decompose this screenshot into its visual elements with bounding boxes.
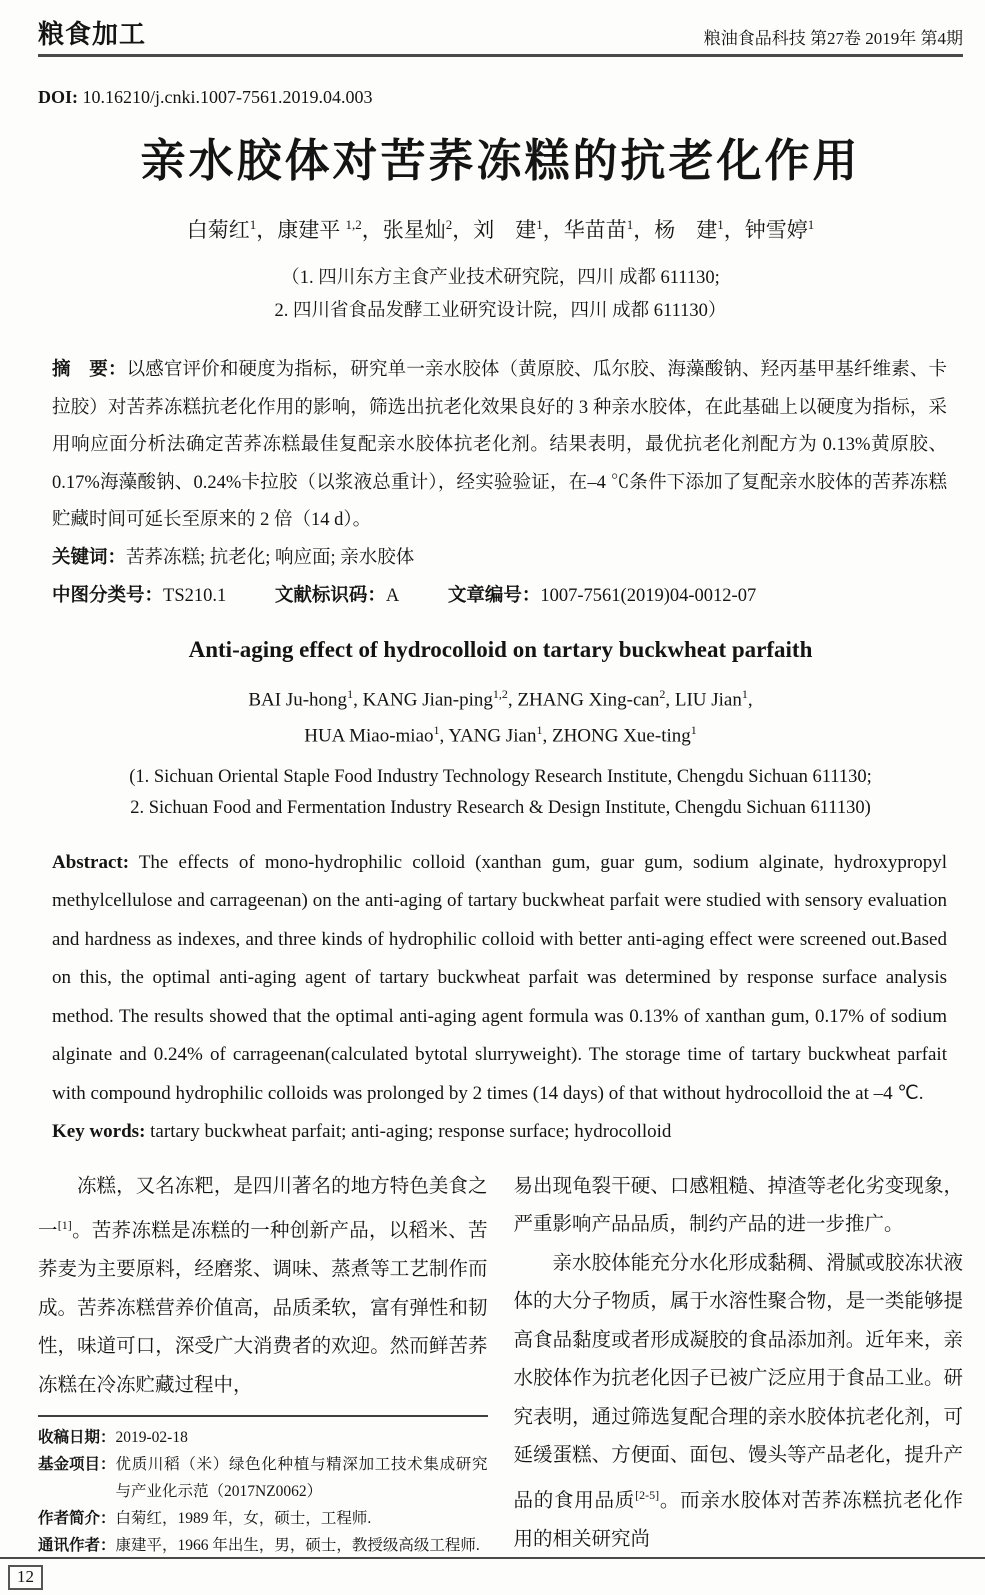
affiliations-en bbox=[38, 762, 963, 824]
clc-line bbox=[52, 579, 947, 613]
abstract-en bbox=[52, 844, 947, 1114]
page-header bbox=[38, 14, 963, 51]
clc-number: 中图分类号：TS210.1 bbox=[52, 586, 227, 606]
right-column bbox=[514, 1168, 964, 1560]
document-code: 文献标识码：A bbox=[274, 586, 400, 606]
body-columns bbox=[38, 1168, 963, 1560]
article-id: 文章编号：1007-7561(2019)04-0012-07 bbox=[447, 586, 757, 606]
authors-en-line1: BAI Ju-hong$^1$, KANG Jian-ping$^{1,2}$, ZHANG Xing-can$^2$, LIU Jian$^1$, bbox=[248, 687, 753, 711]
journal-issue-info: 粮油食品科技 第27卷 2019年 第4期 bbox=[703, 29, 963, 48]
authors-en bbox=[38, 679, 963, 752]
abstract-zh-label: 摘 要： bbox=[52, 360, 127, 380]
header-rule bbox=[38, 54, 963, 57]
column-section-title: 粮食加工 bbox=[38, 19, 147, 49]
left-column bbox=[38, 1168, 488, 1560]
article-title-en: Anti-aging effect of hydrocolloid on tartary buckwheat parfaith bbox=[188, 637, 813, 662]
body-paragraph: 冻糕，又名冻粑，是四川著名的地方特色美食之一[1]。苦荞冻糕是冻糕的一种创新产品，以稻米、苦荞麦为主要原料，经磨浆、调味、蒸煮等工艺制作而成。苦荞冻糕营养价值高，品质柔软，富有弹性和韧性，味道可口，深受广大消费者的欢迎。然而鲜苦荞冻糕在冷冻贮藏过程中， bbox=[38, 1175, 488, 1396]
body-paragraph: 易出现龟裂干硬、口感粗糙、掉渣等老化劣变现象，严重影响产品品质，制约产品的进一步推广。 bbox=[513, 1175, 963, 1236]
footnote-block bbox=[38, 1415, 488, 1559]
authors-en-line2: HUA Miao-miao$^1$, YANG Jian$^1$, ZHONG Xue-ting$^1$ bbox=[304, 723, 697, 747]
footnote-corresponding-author: 通讯作者： 康建平，1966 年出生，男，硕士，教授级高级工程师. bbox=[38, 1537, 480, 1555]
authors-zh: 白菊红$^1$，康建平 $^{1,2}$，张星灿$^2$，刘 建$^1$，华苗苗$^1$，杨 建$^1$，钟雪婷$^1$ bbox=[186, 217, 815, 242]
affiliation-zh-line: （1. 四川东方主食产业技术研究院，四川 成都 611130; bbox=[281, 268, 720, 288]
affiliation-en-line: (1. Sichuan Oriental Staple Food Industry Technology Research Institute, Chengdu Sichuan 611130; bbox=[129, 766, 872, 787]
article-title-zh: 亲水胶体对苦荞冻糕的抗老化作用 bbox=[140, 136, 861, 186]
doi-value: 10.16210/j.cnki.1007-7561.2019.04.003 bbox=[82, 87, 373, 107]
page-number: 12 bbox=[8, 1565, 43, 1590]
keywords-en-label: Key words: bbox=[52, 1121, 146, 1143]
abstract-zh bbox=[52, 352, 947, 540]
footnote-author-bio: 作者简介： 白菊红，1989 年，女，硕士，工程师. bbox=[38, 1510, 372, 1528]
abstract-en-label: Abstract: bbox=[52, 851, 130, 873]
body-paragraph: 亲水胶体能充分水化形成黏稠、滑腻或胶冻状液体的大分子物质，属于水溶性聚合物，是一类能够提高食品黏度或者形成凝胶的食品添加剂。近年来，亲水胶体作为抗老化因子已被广泛应用于食品工业。研究表明，通过筛选复配合理的亲水胶体抗老化剂，可延缓蛋糕、方便面、面包、馒头等产品老化，提升产品的食用品质[2-5]。而亲水胶体对苦荞冻糕抗老化作用的相关研究尚 bbox=[513, 1252, 963, 1550]
abstract-zh-text: 以感官评价和硬度为指标，研究单一亲水胶体（黄原胶、瓜尔胶、海藻酸钠、羟丙基甲基纤维素、卡拉胶）对苦荞冻糕抗老化作用的影响，筛选出抗老化效果良好的 3 种亲水胶体，在此基础上以硬度为指标，采用响应面分析法确定苦荞冻糕最佳复配亲水胶体抗老化剂。结果表明，最优抗老化剂配方为 0.13%黄原胶、0.17%海藻酸钠、0.24%卡拉胶（以浆液总重计），经实验验证，在–4 ℃条件下添加了复配亲水胶体的苦荞冻糕贮藏时间可延长至原来的 2 倍（14 d）。 bbox=[52, 360, 947, 530]
keywords-zh bbox=[52, 540, 947, 578]
doi-line bbox=[38, 87, 963, 108]
affiliations-zh bbox=[38, 262, 963, 328]
footnote-fund-project: 基金项目： 优质川稻（米）绿色化种植与精深加工技术集成研究与产业化示范（2017NZ0062） bbox=[38, 1456, 488, 1501]
footer-rule bbox=[0, 1557, 985, 1559]
doi-label: DOI: bbox=[38, 87, 78, 107]
keywords-en-text: tartary buckwheat parfait; anti-aging; response surface; hydrocolloid bbox=[145, 1121, 672, 1143]
keywords-zh-label: 关键词： bbox=[52, 547, 127, 568]
keywords-zh-text: 苦荞冻糕; 抗老化; 响应面; 亲水胶体 bbox=[126, 547, 415, 568]
abstract-en-text: The effects of mono-hydrophilic colloid (xanthan gum, guar gum, sodium alginate, hydroxypropyl methylcellulose and carrageenan) on the anti-aging of tartary buckwheat parfait were studied with sensory evaluation and hardness as indexes, and three kinds of hydrophilic colloid with better anti-aging effect were screened out.Based on this, the optimal anti-aging agent of tartary buckwheat parfait was determined by response surface analysis method. The results showed that the optimal anti-aging agent formula was 0.13% of xanthan gum, 0.17% of sodium alginate and 0.24% of carrageenan(calculated bytotal slurryweight). The storage time of tartary buckwheat parfait with compound hydrophilic colloids was prolonged by 2 times (14 days) of that without hydrocolloid the at –4 ℃. bbox=[52, 851, 947, 1104]
affiliation-en-line: 2. Sichuan Food and Fermentation Industry Research & Design Institute, Chengdu Sichuan 611130) bbox=[130, 797, 871, 818]
affiliation-zh-line: 2. 四川省食品发酵工业研究设计院，四川 成都 611130） bbox=[274, 301, 727, 321]
keywords-en bbox=[52, 1113, 947, 1152]
footnote-received-date: 收稿日期： 2019-02-18 bbox=[38, 1429, 188, 1447]
